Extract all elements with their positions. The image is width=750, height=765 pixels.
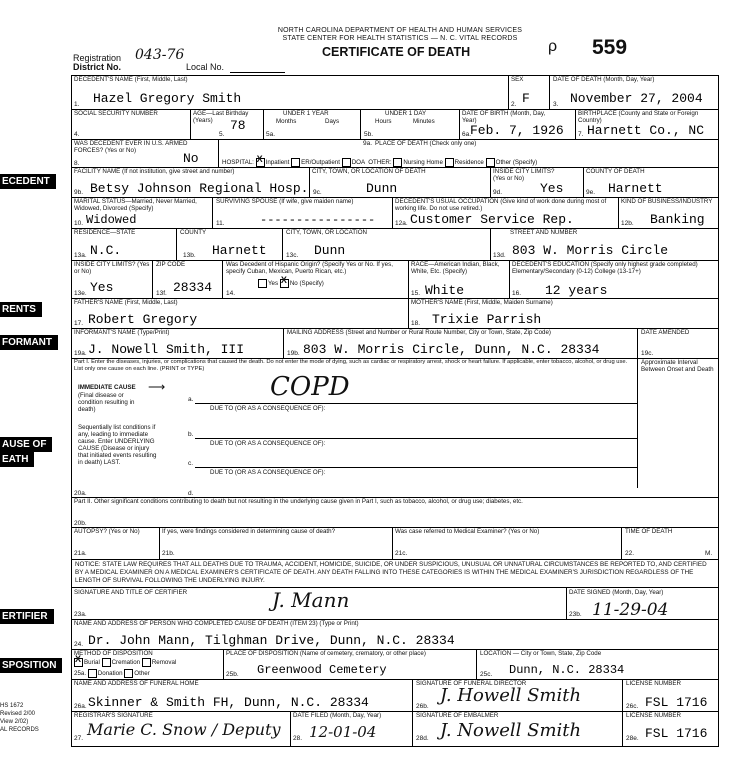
under-1-day-label: UNDER 1 DAY <box>385 110 427 117</box>
center-name: STATE CENTER FOR HEALTH STATISTICS — N. C. VITAL RECORDS <box>282 35 518 42</box>
race-label: RACE—American Indian, Black, White, Etc. (Specify) <box>411 261 500 275</box>
findings-label: If yes, were findings considered in determining cause of death? <box>162 528 336 535</box>
item-23a: 23a. <box>74 611 87 618</box>
time-of-death-label: TIME OF DEATH <box>625 528 673 535</box>
person-completed-label: NAME AND ADDRESS OF PERSON WHO COMPLETED CAUSE OF DEATH (ITEM 23) (Type or Print) <box>74 620 359 627</box>
other-place-label: OTHER: <box>368 159 392 167</box>
tab-informant: FORMANT <box>0 335 58 350</box>
sequential-label: Sequentially list conditions if any, leading to immediate cause. Enter UNDERLYING CAUSE (Disease or injury that initiated events resulting in death) LAST. <box>78 424 157 466</box>
date-of-death-value: November 27, 2004 <box>570 91 703 106</box>
mother-label: MOTHER'S NAME (First, Middle, Maiden Surname) <box>411 299 553 306</box>
item-5b: 5b. <box>364 131 374 138</box>
inpatient-checkbox[interactable] <box>256 158 265 167</box>
local-label: Local No. <box>186 62 225 72</box>
street-label: STREET AND NUMBER <box>510 229 578 236</box>
dob-value: Feb. 7, 1926 <box>470 123 564 138</box>
city-location-label: CITY, TOWN, OR LOCATION OF DEATH <box>312 168 426 175</box>
revised-note: Revised 2/00 <box>0 711 36 717</box>
item-25b: 25b. <box>226 671 239 678</box>
item-7: 7. <box>578 131 584 138</box>
date-signed-value: 11-29-04 <box>592 600 669 620</box>
armed-forces-label: WAS DECEDENT EVER IN U.S. ARMED FORCES? (Yes or No) <box>74 140 188 154</box>
method-options-row1 <box>74 658 176 667</box>
embalmer-label: SIGNATURE OF EMBALMER <box>416 712 499 719</box>
item-17: 17. <box>74 320 84 327</box>
hispanic-options <box>258 279 324 288</box>
item-12a: 12a. <box>395 220 408 227</box>
item-18: 18. <box>411 320 421 327</box>
item-12b: 12b. <box>621 220 634 227</box>
date-amended-label: DATE AMENDED <box>641 329 690 336</box>
facility-label: FACILITY NAME (If not institution, give street and number) <box>74 168 235 175</box>
occupation-value: Customer Service Rep. <box>410 212 574 227</box>
funeral-director-signature: J. Howell Smith <box>440 685 582 706</box>
age-value: 78 <box>230 118 246 133</box>
item-27: 27. <box>74 735 84 742</box>
armed-forces-value: No <box>183 151 199 166</box>
item-19a: 19a. <box>74 350 87 357</box>
part-1-instructions: Part I. Enter the diseases, injuries, or complications that caused the death. Do not enter the mode of dying, such as cardiac or respiratory arrest, shock or heart failure. If applicable, enter tobacco, alcohol, or drug use. List only one cause on each line. (PRINT or TYPE) <box>74 359 628 372</box>
license-value: FSL 1716 <box>645 695 708 710</box>
location-value: Dunn, N.C. 28334 <box>509 663 625 677</box>
immediate-cause-value: COPD <box>270 372 350 402</box>
item-5: 5. <box>219 131 225 138</box>
date-signed-label: DATE SIGNED (Month, Day, Year) <box>569 589 664 596</box>
item-1: 1. <box>74 101 80 108</box>
item-28e: 28e. <box>626 735 639 742</box>
method-options-row2 <box>74 669 150 678</box>
tab-cause-of: AUSE OF <box>0 437 52 452</box>
minutes-label: Minutes <box>413 118 435 125</box>
date-of-death-label: DATE OF DEATH (Month, Day, Year) <box>553 76 655 83</box>
due-to-label-a: DUE TO (OR AS A CONSEQUENCE OF): <box>210 405 326 412</box>
item-20b: 20b. <box>74 520 87 527</box>
city-of-death-value: Dunn <box>366 181 398 196</box>
line-b: b. <box>188 431 194 438</box>
embalmer-signature: J. Nowell Smith <box>440 720 582 741</box>
license-label: LICENSE NUMBER <box>626 680 682 687</box>
er-label: ER/Outpatient <box>301 159 340 167</box>
other-specify-label: Other (Specify) <box>495 159 538 167</box>
item-5a: 5a. <box>266 131 276 138</box>
form-number: HS 1672 <box>0 703 24 709</box>
item-13c: 13c. <box>286 252 299 259</box>
item-26a: 26a. <box>74 703 87 710</box>
informant-value: J. Nowell Smith, III <box>88 342 245 357</box>
item-13f: 13f. <box>156 290 167 297</box>
view-note: View 2/02) <box>0 719 29 725</box>
item-21b: 21b. <box>162 550 175 557</box>
item-23b: 23b. <box>569 611 582 618</box>
item-14: 14. <box>226 290 236 297</box>
tab-parents: RENTS <box>0 302 42 317</box>
registration-label: Registration <box>73 53 122 63</box>
months-label: Months <box>276 118 297 125</box>
arrow-right-icon: ⟶ <box>148 380 166 394</box>
informant-label: INFORMANT'S NAME (Type/Print) <box>74 329 170 336</box>
autopsy-label: AUTOPSY? (Yes or No) <box>74 528 140 535</box>
other-method-checkbox[interactable] <box>124 669 133 678</box>
occupation-label: DECEDENT'S USUAL OCCUPATION (Give kind of work done during most of working life. Do not use retired.) <box>395 198 607 212</box>
tab-disposition: SPOSITION <box>0 658 62 673</box>
place-disposition-value: Greenwood Cemetery <box>257 663 387 677</box>
doa-checkbox[interactable] <box>342 158 351 167</box>
time-meridiem: M. <box>705 550 713 557</box>
item-15: 15. <box>411 290 421 297</box>
residence-state-value: N.C. <box>90 243 122 258</box>
line-c: c. <box>188 460 194 467</box>
hospital-label: HOSPITAL: <box>222 159 254 167</box>
cremation-checkbox[interactable] <box>102 658 111 667</box>
nursing-checkbox[interactable] <box>393 158 402 167</box>
mother-value: Trixie Parrish <box>432 312 542 327</box>
interval-label: Approximate Interval Between Onset and Death <box>641 359 714 373</box>
er-checkbox[interactable] <box>291 158 300 167</box>
item-9e: 9e. <box>586 189 596 196</box>
burial-checkbox[interactable] <box>74 658 83 667</box>
hispanic-label: Was Decedent of Hispanic Origin? (Specify Yes or No. If yes, specify Cuban, Mexican, Puerto Rican, etc.) <box>226 261 393 275</box>
item-25a: 25a. <box>74 670 87 678</box>
removal-label: Removal <box>151 659 177 667</box>
license-label-2: LICENSE NUMBER <box>626 712 682 719</box>
removal-checkbox[interactable] <box>142 658 151 667</box>
item-2: 2. <box>511 101 517 108</box>
business-value: Banking <box>650 212 705 227</box>
item-22: 22. <box>625 550 635 557</box>
line-a: a. <box>188 396 194 403</box>
spouse-value: ---------------- <box>260 213 376 227</box>
hispanic-yes-checkbox[interactable] <box>258 279 267 288</box>
race-value: White <box>425 283 465 298</box>
other-method-label: Other <box>134 670 150 678</box>
item-19b: 19b. <box>287 350 300 357</box>
item-10: 10. <box>74 220 84 227</box>
item-28d: 28d. <box>416 735 429 742</box>
item-28: 28. <box>293 735 303 742</box>
marital-label: MARITAL STATUS—Married, Never Married, Widowed, Divorced (Specify) <box>74 198 197 212</box>
residence-checkbox[interactable] <box>445 158 454 167</box>
under-1-year-label: UNDER 1 YEAR <box>283 110 329 117</box>
method-label: METHOD OF DISPOSITION <box>74 650 153 657</box>
business-label: KIND OF BUSINESS/INDUSTRY <box>621 198 713 205</box>
decedent-name-label: DECEDENT'S NAME (First, Middle, Last) <box>74 76 188 83</box>
line-d: d. <box>188 490 194 497</box>
item-9a: 9a. <box>363 140 373 147</box>
item-13a: 13a. <box>74 252 87 259</box>
place-options <box>222 158 537 167</box>
tab-certifier: ERTIFIER <box>0 609 54 624</box>
item-9b: 9b. <box>74 189 84 196</box>
certifier-name-value: Dr. John Mann, Tilghman Drive, Dunn, N.C. 28334 <box>88 633 455 648</box>
tab-decedent: ECEDENT <box>0 174 56 189</box>
birthplace-label: BIRTHPLACE (County and State or Foreign Country) <box>578 110 699 124</box>
city-town-label: CITY, TOWN, OR LOCATION <box>286 229 368 236</box>
date-filed-value: 12-01-04 <box>309 723 377 741</box>
item-16: 16. <box>512 290 522 297</box>
location-label: LOCATION — City or Town, State, Zip Code <box>480 650 602 657</box>
certifier-signature: J. Mann <box>272 588 350 612</box>
inside-city-value: Yes <box>540 181 564 196</box>
education-label: DECEDENT'S EDUCATION (Specify only highest grade completed) Elementary/Secondary (0-12) College (13-17+) <box>512 261 698 275</box>
residence-state-label: RESIDENCE—STATE <box>74 229 136 236</box>
father-value: Robert Gregory <box>88 312 198 327</box>
funeral-home-value: Skinner & Smith FH, Dunn, N.C. 28334 <box>88 695 369 710</box>
item-20a: 20a. <box>74 490 87 497</box>
certificate-title: CERTIFICATE OF DEATH <box>322 45 471 59</box>
inside-limits-label: INSIDE CITY LIMITS? (Yes or No) <box>74 261 150 275</box>
registration-number: 043-76 <box>135 47 185 63</box>
item-9c: 9c. <box>313 189 322 196</box>
item-13d: 13d. <box>493 252 506 259</box>
item-9d: 9d. <box>493 189 503 196</box>
due-to-label-c: DUE TO (OR AS A CONSEQUENCE OF): <box>210 469 326 476</box>
donation-checkbox[interactable] <box>88 669 97 678</box>
county-of-death-value: Harnett <box>608 181 663 196</box>
tab-death: EATH <box>0 452 34 467</box>
item-26c: 26c. <box>626 703 639 710</box>
birthplace-value: Harnett Co., NC <box>587 123 705 138</box>
certificate-number: 559 <box>592 36 628 59</box>
notice-text: NOTICE: STATE LAW REQUIRES THAT ALL DEATHS DUE TO TRAUMA, ACCIDENT, HOMICIDE, SUICIDE, OR UNDER SUSPICIOUS, UNUSUAL OR UNNATURAL CIRCUMSTANCES BE REPORTED TO, AND CERTIFIED BY A MEDICAL EXAMINER ON A MEDICAL EXAMINER'S CERTIFICATE OF DEATH. ANY DEATH FALLING INTO THESE CATEGORIES IS WITHIN THE MEDICAL EXAMINER'S JURISDICTION REGARDLESS OF THE LENGTH OF SURVIVAL FOLLOWING THE UNDERLYING INJURY. <box>75 561 707 584</box>
item-4: 4. <box>74 131 80 138</box>
spouse-label: SURVIVING SPOUSE (If wife, give maiden name) <box>216 198 354 205</box>
item-24: 24. <box>74 641 84 648</box>
date-filed-label: DATE FILED (Month, Day, Year) <box>293 712 382 719</box>
item-21a: 21a. <box>74 550 87 557</box>
marital-value: Widowed <box>86 213 137 227</box>
county-label: COUNTY <box>180 229 207 236</box>
decedent-name-value: Hazel Gregory Smith <box>93 91 242 106</box>
mailing-label: MAILING ADDRESS (Street and Number or Rural Route Number, City or Town, State, Zip Code) <box>287 329 551 336</box>
father-label: FATHER'S NAME (First, Middle, Last) <box>74 299 178 306</box>
item-8: 8. <box>74 160 80 167</box>
license-value-2: FSL 1716 <box>645 726 708 741</box>
dept-name: NORTH CAROLINA DEPARTMENT OF HEALTH AND HUMAN SERVICES <box>277 27 523 34</box>
vital-records-note: AL RECORDS <box>0 727 39 733</box>
hispanic-no-checkbox[interactable] <box>280 279 289 288</box>
dob-label: DATE OF BIRTH (Month, Day, Year) <box>462 110 546 124</box>
zip-label: ZIP CODE <box>156 261 186 268</box>
hispanic-yes-label: Yes <box>268 280 279 288</box>
item-21c: 21c. <box>395 550 408 557</box>
inside-city-label: INSIDE CITY LIMITS? (Yes or No) <box>493 168 555 182</box>
registrar-label: REGISTRAR'S SIGNATURE <box>74 712 153 719</box>
place-disposition-label: PLACE OF DISPOSITION (Name of cemetery, crematory, or other place) <box>226 650 426 657</box>
residence-label: Residence <box>454 159 484 167</box>
item-19c: 19c. <box>641 350 654 357</box>
item-3: 3. <box>553 101 559 108</box>
item-13e: 13e. <box>74 290 87 297</box>
due-to-label-b: DUE TO (OR AS A CONSEQUENCE OF): <box>210 440 326 447</box>
certifier-signature-label: SIGNATURE AND TITLE OF CERTIFIER <box>74 589 188 596</box>
immediate-cause-label: IMMEDIATE CAUSE <box>78 384 136 391</box>
item-13b: 13b. <box>183 252 196 259</box>
other-specify-checkbox[interactable] <box>486 158 495 167</box>
days-label: Days <box>325 118 340 125</box>
funeral-director-label: SIGNATURE OF FUNERAL DIRECTOR <box>416 680 527 687</box>
district-label: District No. <box>73 62 122 72</box>
sex-label: SEX <box>511 76 524 83</box>
hours-label: Hours <box>375 118 392 125</box>
item-25c: 25c. <box>480 671 493 678</box>
inpatient-label: Inpatient <box>265 159 290 167</box>
ssn-label: SOCIAL SECURITY NUMBER <box>74 110 158 117</box>
mailing-value: 803 W. Morris Circle, Dunn, N.C. 28334 <box>303 342 600 357</box>
item-26b: 26b. <box>416 703 429 710</box>
nursing-label: Nursing Home <box>403 159 443 167</box>
part-2-instructions: Part II. Other significant conditions contributing to death but not resulting in the underlying cause given in Part I, such as tobacco, alcohol, or drug use; diabetes, etc. <box>74 498 523 505</box>
burial-label: Burial <box>84 659 100 667</box>
item-11: 11. <box>216 220 225 227</box>
registrar-signature: Marie C. Snow / Deputy <box>87 720 281 739</box>
sex-value: F <box>522 91 530 106</box>
residence-city-value: Dunn <box>314 243 346 258</box>
street-value: 803 W. Morris Circle <box>512 243 669 258</box>
immediate-cause-sub: (Final disease or condition resulting in death) <box>78 392 135 413</box>
inside-limits-value: Yes <box>90 280 114 295</box>
funeral-home-label: NAME AND ADDRESS OF FUNERAL HOME <box>74 680 199 687</box>
item-6a: 6a. <box>462 131 472 138</box>
corner-mark: ρ <box>548 38 558 55</box>
zip-value: 28334 <box>173 280 213 295</box>
cremation-label: Cremation <box>111 659 141 667</box>
facility-value: Betsy Johnson Regional Hosp. <box>90 181 309 196</box>
county-of-death-label: COUNTY OF DEATH <box>586 168 645 175</box>
residence-county-value: Harnett <box>212 243 267 258</box>
referred-label: Was case referred to Medical Examiner? (Yes or No) <box>395 528 540 535</box>
doa-label: DOA <box>351 159 365 167</box>
hispanic-no-label: No (Specify) <box>289 280 324 288</box>
place-of-death-label: PLACE OF DEATH (Check only one) <box>375 140 477 147</box>
age-label: AGE—Last Birthday (Years) <box>193 110 249 124</box>
education-value: 12 years <box>545 283 608 298</box>
donation-label: Donation <box>97 670 123 678</box>
